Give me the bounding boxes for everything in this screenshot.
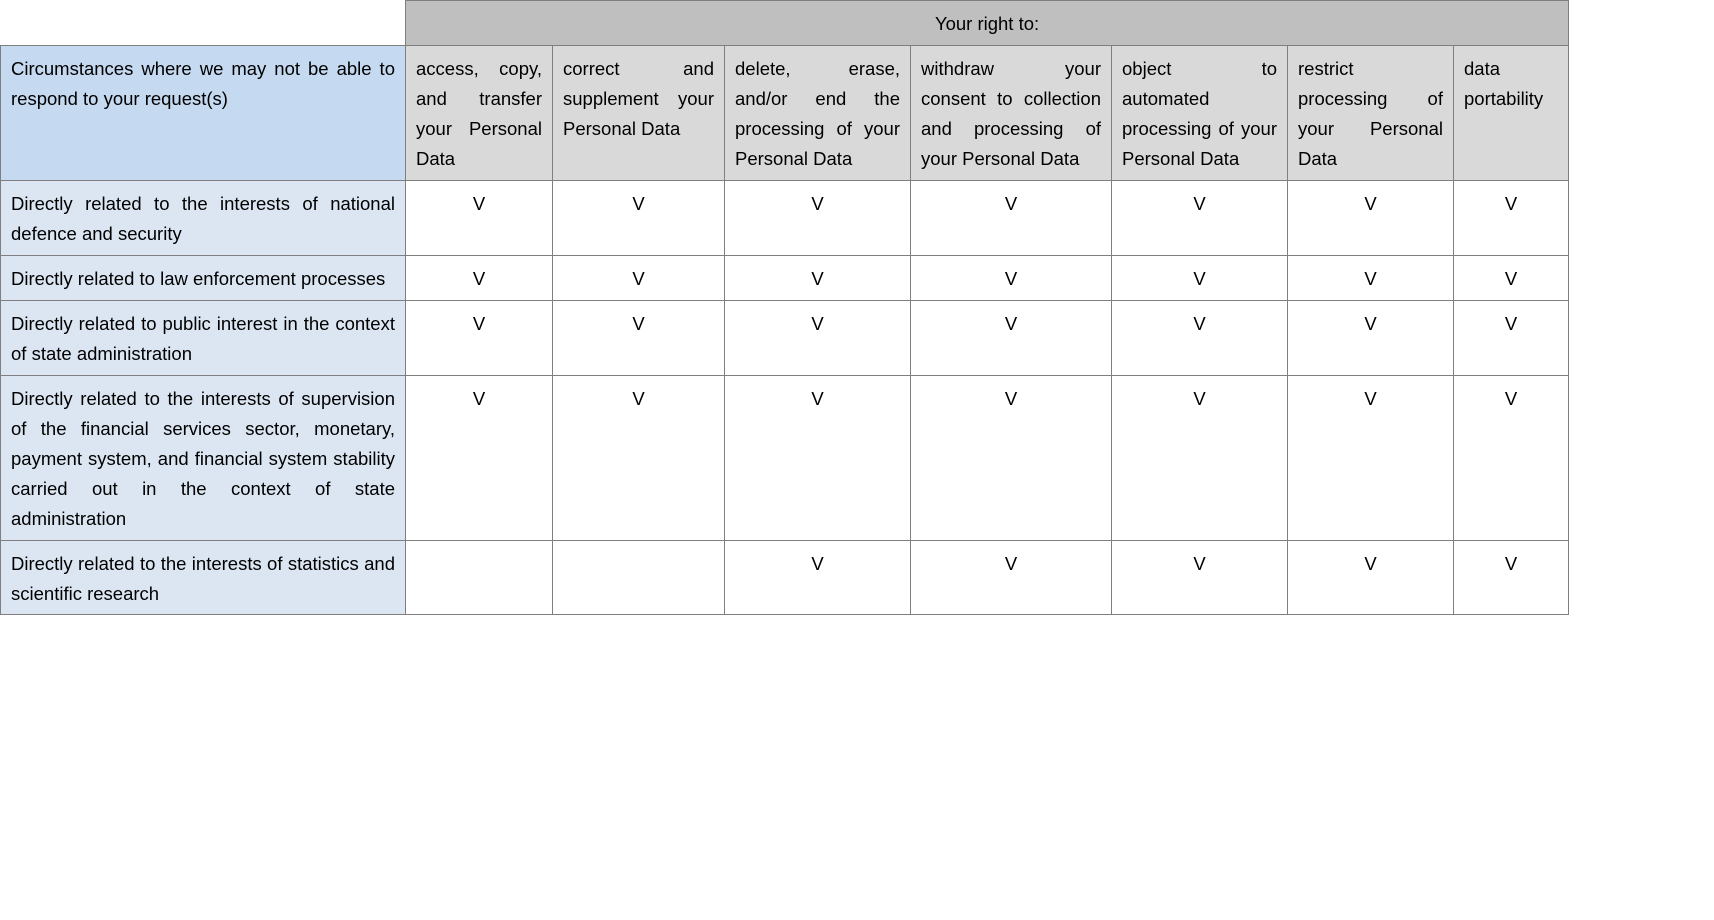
cell-mark: V (1288, 180, 1454, 255)
cell-mark: V (725, 300, 911, 375)
table-banner-row (1, 1, 1569, 46)
column-header-withdraw-consent: withdraw your consent to collection and processing of your Personal Data (911, 45, 1112, 180)
cell-mark (406, 540, 553, 615)
cell-mark: V (1454, 375, 1569, 540)
column-header-portability: data portability (1454, 45, 1569, 180)
table-row (1, 180, 1569, 255)
cell-mark: V (911, 180, 1112, 255)
table-row (1, 255, 1569, 300)
table-row (1, 540, 1569, 615)
cell-mark: V (406, 180, 553, 255)
column-header-access: access, copy, and transfer your Personal Data (406, 45, 553, 180)
cell-mark: V (725, 255, 911, 300)
cell-mark: V (725, 540, 911, 615)
table-row (1, 300, 1569, 375)
cell-mark: V (1454, 300, 1569, 375)
cell-mark: V (1112, 540, 1288, 615)
row-label-financial-supervision: Directly related to the interests of supervision of the financial services sector, monetary, payment system, and financial system stability carried out in the context of state administration (1, 375, 406, 540)
row-label-law-enforcement: Directly related to law enforcement processes (1, 255, 406, 300)
table-header-row (1, 45, 1569, 180)
cell-mark: V (553, 300, 725, 375)
row-label-statistics-research: Directly related to the interests of statistics and scientific research (1, 540, 406, 615)
banner-title: Your right to: (406, 1, 1569, 46)
column-header-object-automated: object to automated processing of your Personal Data (1112, 45, 1288, 180)
row-label-public-interest: Directly related to public interest in the context of state administration (1, 300, 406, 375)
cell-mark (553, 540, 725, 615)
cell-mark: V (911, 255, 1112, 300)
table-row (1, 375, 1569, 540)
row-label-national-defence: Directly related to the interests of national defence and security (1, 180, 406, 255)
cell-mark: V (1288, 300, 1454, 375)
column-header-delete: delete, erase, and/or end the processing of your Personal Data (725, 45, 911, 180)
cell-mark: V (406, 300, 553, 375)
cell-mark: V (1454, 255, 1569, 300)
cell-mark: V (1112, 300, 1288, 375)
cell-mark: V (553, 255, 725, 300)
cell-mark: V (1112, 255, 1288, 300)
cell-mark: V (725, 375, 911, 540)
cell-mark: V (1112, 375, 1288, 540)
cell-mark: V (911, 300, 1112, 375)
banner-spacer-cell (1, 1, 406, 46)
cell-mark: V (1454, 540, 1569, 615)
cell-mark: V (553, 180, 725, 255)
column-header-correct: correct and supplement your Personal Data (553, 45, 725, 180)
cell-mark: V (1288, 375, 1454, 540)
cell-mark: V (1112, 180, 1288, 255)
cell-mark: V (406, 255, 553, 300)
cell-mark: V (725, 180, 911, 255)
corner-header-cell: Circumstances where we may not be able to respond to your request(s) (1, 45, 406, 180)
column-header-restrict: restrict processing of your Personal Data (1288, 45, 1454, 180)
cell-mark: V (1288, 255, 1454, 300)
cell-mark: V (553, 375, 725, 540)
cell-mark: V (911, 540, 1112, 615)
cell-mark: V (406, 375, 553, 540)
cell-mark: V (911, 375, 1112, 540)
cell-mark: V (1288, 540, 1454, 615)
cell-mark: V (1454, 180, 1569, 255)
